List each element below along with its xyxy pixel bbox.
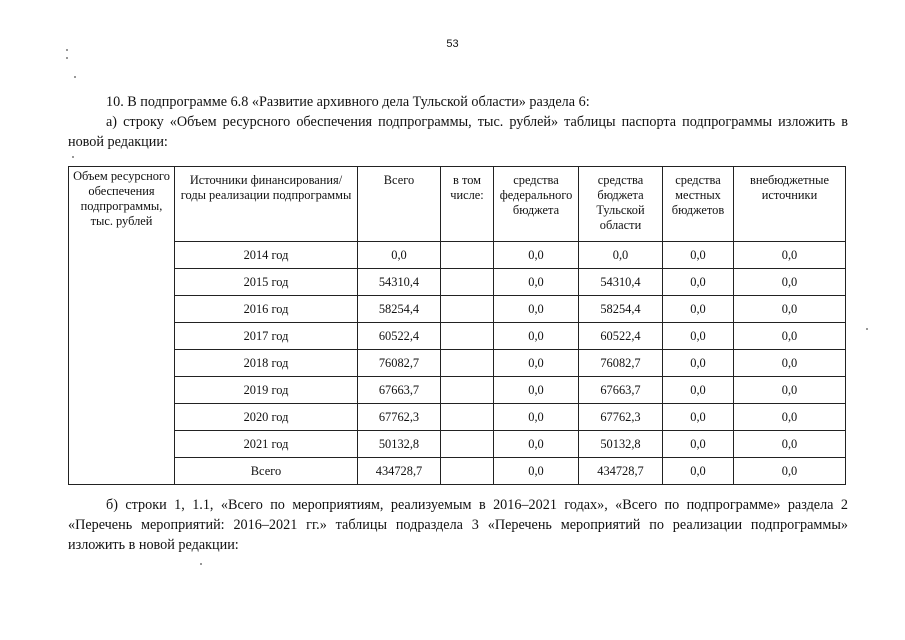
- cell-extra: 0,0: [734, 242, 846, 269]
- header-sources: Источники финансирования/годы реализации подпрограммы: [175, 167, 358, 242]
- table-row: [69, 323, 846, 350]
- cell-total: 54310,4: [358, 269, 441, 296]
- cell-local: 0,0: [663, 242, 734, 269]
- cell-year: Всего: [175, 458, 358, 485]
- cell-year: 2015 год: [175, 269, 358, 296]
- header-extra-budgetary: внебюджетные источники: [734, 167, 846, 242]
- scan-speck: [66, 49, 68, 51]
- scan-speck: [200, 563, 202, 565]
- scan-speck: [66, 57, 68, 59]
- cell-including: [441, 269, 494, 296]
- cell-including: [441, 242, 494, 269]
- cell-including: [441, 458, 494, 485]
- paragraph-item-10: 10. В подпрограмме 6.8 «Развитие архивного дела Тульской области» раздела 6:: [106, 94, 590, 110]
- scan-speck: [72, 156, 74, 158]
- table-row: [69, 269, 846, 296]
- cell-federal: 0,0: [494, 269, 579, 296]
- table-header-row: [69, 167, 846, 242]
- cell-year: 2016 год: [175, 296, 358, 323]
- header-local-budgets: средства местных бюджетов: [663, 167, 734, 242]
- cell-regional: 50132,8: [579, 431, 663, 458]
- cell-total: 76082,7: [358, 350, 441, 377]
- cell-year: 2014 год: [175, 242, 358, 269]
- scan-speck: [866, 328, 868, 330]
- paragraph-subitem-b: б) строки 1, 1.1, «Всего по мероприятиям, реализуемым в 2016–2021 годах», «Всего по подпрограмме» раздела 2 «Перечень мероприятий: 2016–2021 гг.» таблицы подраздела 3 «Перечень мероприятий по реализации подпрограммы» изложить в новой редакции:: [68, 497, 848, 553]
- cell-including: [441, 377, 494, 404]
- cell-federal: 0,0: [494, 431, 579, 458]
- table-row: [69, 404, 846, 431]
- header-federal-budget: средства федерального бюджета: [494, 167, 579, 242]
- cell-total: 0,0: [358, 242, 441, 269]
- header-regional-budget: средства бюджета Тульской области: [579, 167, 663, 242]
- cell-total: 50132,8: [358, 431, 441, 458]
- cell-extra: 0,0: [734, 404, 846, 431]
- cell-regional: 58254,4: [579, 296, 663, 323]
- table-row: [69, 431, 846, 458]
- table-row: [69, 296, 846, 323]
- table-row: [69, 377, 846, 404]
- cell-extra: 0,0: [734, 323, 846, 350]
- scan-speck: [74, 76, 76, 78]
- cell-local: 0,0: [663, 431, 734, 458]
- cell-extra: 0,0: [734, 350, 846, 377]
- cell-including: [441, 350, 494, 377]
- cell-regional: 434728,7: [579, 458, 663, 485]
- cell-regional: 0,0: [579, 242, 663, 269]
- header-including: в том числе:: [441, 167, 494, 242]
- cell-local: 0,0: [663, 296, 734, 323]
- cell-including: [441, 431, 494, 458]
- cell-extra: 0,0: [734, 377, 846, 404]
- header-total: Всего: [358, 167, 441, 242]
- cell-regional: 76082,7: [579, 350, 663, 377]
- table-row: [69, 350, 846, 377]
- cell-local: 0,0: [663, 269, 734, 296]
- cell-local: 0,0: [663, 404, 734, 431]
- cell-local: 0,0: [663, 323, 734, 350]
- cell-federal: 0,0: [494, 458, 579, 485]
- cell-total: 60522,4: [358, 323, 441, 350]
- cell-total: 434728,7: [358, 458, 441, 485]
- cell-extra: 0,0: [734, 296, 846, 323]
- cell-local: 0,0: [663, 350, 734, 377]
- cell-total: 58254,4: [358, 296, 441, 323]
- cell-extra: 0,0: [734, 431, 846, 458]
- cell-total: 67762,3: [358, 404, 441, 431]
- paragraph-subitem-a: а) строку «Объем ресурсного обеспечения подпрограммы, тыс. рублей» таблицы паспорта подпрограммы изложить в новой редакции:: [68, 114, 848, 150]
- cell-extra: 0,0: [734, 269, 846, 296]
- row-header-cell: Объем ресурсного обеспечения подпрограммы, тыс. рублей: [69, 167, 175, 485]
- cell-regional: 60522,4: [579, 323, 663, 350]
- cell-extra: 0,0: [734, 458, 846, 485]
- cell-regional: 67663,7: [579, 377, 663, 404]
- page-number: 53: [446, 38, 459, 50]
- cell-year: 2021 год: [175, 431, 358, 458]
- cell-federal: 0,0: [494, 242, 579, 269]
- cell-year: 2019 год: [175, 377, 358, 404]
- cell-including: [441, 404, 494, 431]
- cell-including: [441, 296, 494, 323]
- cell-federal: 0,0: [494, 404, 579, 431]
- cell-local: 0,0: [663, 458, 734, 485]
- cell-federal: 0,0: [494, 323, 579, 350]
- cell-year: 2018 год: [175, 350, 358, 377]
- cell-year: 2017 год: [175, 323, 358, 350]
- cell-total: 67663,7: [358, 377, 441, 404]
- cell-regional: 54310,4: [579, 269, 663, 296]
- cell-federal: 0,0: [494, 296, 579, 323]
- cell-year: 2020 год: [175, 404, 358, 431]
- cell-including: [441, 323, 494, 350]
- cell-federal: 0,0: [494, 350, 579, 377]
- resource-provision-table: [68, 166, 846, 485]
- cell-federal: 0,0: [494, 377, 579, 404]
- table-row: [69, 458, 846, 485]
- cell-regional: 67762,3: [579, 404, 663, 431]
- cell-local: 0,0: [663, 377, 734, 404]
- table-row: [69, 242, 846, 269]
